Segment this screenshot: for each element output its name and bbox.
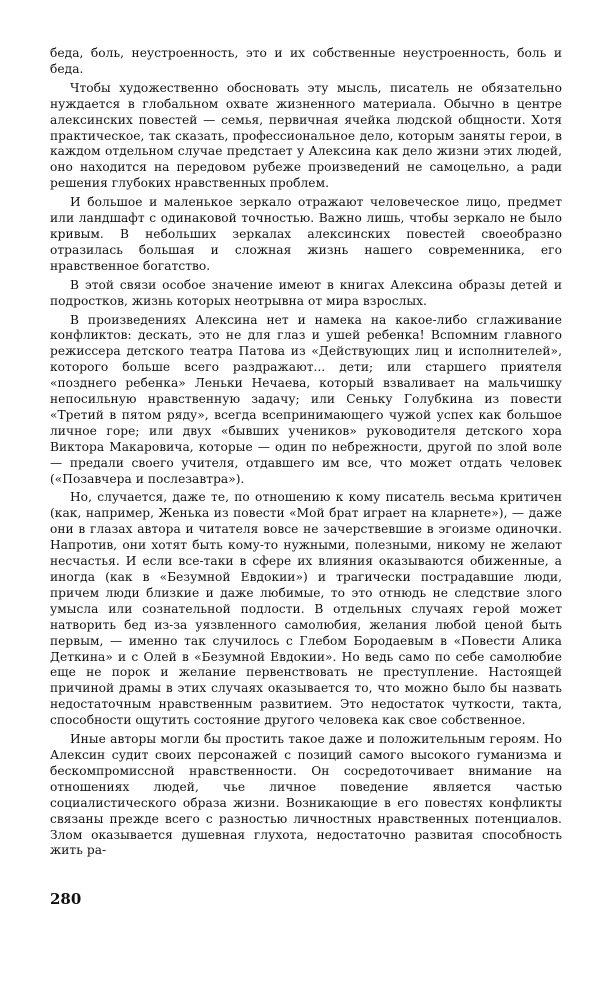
paragraph-2: Чтобы художественно обосновать эту мысль, писатель не обязательно нуждается в глобальном охвате жизненного материала. Обычно в центре алексинских повестей — семья, первичная ячейка людской общности. Хотя практическое, так сказать, профессиональное дело, которым заняты герои, в каждом отдельном случае предстает у Алексина как дело жизни этих людей, оно находится на передовом рубеже произведений не самоцельно, а ради решения глубоких нравственных проблем. xyxy=(50,80,562,191)
page-number: 280 xyxy=(50,890,82,908)
paragraph-7: Иные авторы могли бы простить такое даже и положительным героям. Но Алексин судит своих персонажей с позиций самого высокого гуманизма и бескомпромиссной нравственности. Он сосредоточивает внимание на отношениях людей, чье личное поведение является частью социалистического образа жизни. Возникающие в его повестях конфликты связаны прежде всего с разностью личностных нравственных потенциалов. Злом оказывается душевная глухота, недостаточно развитая способность жить ра- xyxy=(50,732,562,858)
page-text xyxy=(50,46,562,862)
paragraph-6: Но, случается, даже те, по отношению к кому писатель весьма критичен (как, например, Женька из повести «Мой брат играет на кларнете»), — даже они в глазах автора и читателя вовсе не зачерствевшие в эгоизме одиночки. Напротив, они хотят быть кому-то нужными, полезными, никому не желают несчастья. И если все-таки в сфере их влияния оказываются обиженные, а иногда (как в «Безумной Евдокии») и трагически пострадавшие люди, причем люди близкие и даже любимые, то это отнюдь не следствие злого умысла или сознательной подлости. В отдельных случаях герой может натворить бед из-за уязвленного самолюбия, желания любой ценой быть первым, — именно так случилось с Глебом Бородаевым в «Повести Алика Деткина» и с Олей в «Безумной Евдокии». Но ведь само по себе самолюбие еще не порок и желание первенствовать не преступление. Настоящей причиной драмы в этих случаях оказывается то, что можно было бы назвать недостаточным нравственным развитием. Это недостаток чуткости, такта, способности ощутить состояние другого человека как свое собственное. xyxy=(50,490,562,728)
paragraph-5: В произведениях Алексина нет и намека на какое-либо сглаживание конфликтов: дескать, это не для глаз и ушей ребенка! Вспомним главного режиссера детского театра Патова из «Действующих лиц и исполнителей», которого больше всего раздражают... дети; или старшего приятеля «позднего ребенка» Леньки Нечаева, который взваливает на мальчишку непосильную нравственную задачу; или Сеньку Голубкина из повести «Третий в пятом ряду», всегда всепринимающего чужой успех как большое личное горе; или двух «бывших учеников» руководителя детского хора Виктора Макаровича, которые — один по небрежности, другой по злой воле — предали своего учителя, отдавшего им все, что может отдать человек («Позавчера и послезавтра»). xyxy=(50,312,562,486)
paragraph-4: В этой связи особое значение имеют в книгах Алексина образы детей и подростков, жизнь которых неотрывна от мира взрослых. xyxy=(50,277,562,308)
paragraph-3: И большое и маленькое зеркало отражают человеческое лицо, предмет или ландшафт с одинаковой точностью. Важно лишь, чтобы зеркало не было кривым. В небольших зеркалах алексинских повестей своеобразно отразилась большая и сложная жизнь нашего современника, его нравственное богатство. xyxy=(50,195,562,273)
paragraph-1: беда, боль, неустроенность, это и их собственные неустроенность, боль и беда. xyxy=(50,46,562,76)
